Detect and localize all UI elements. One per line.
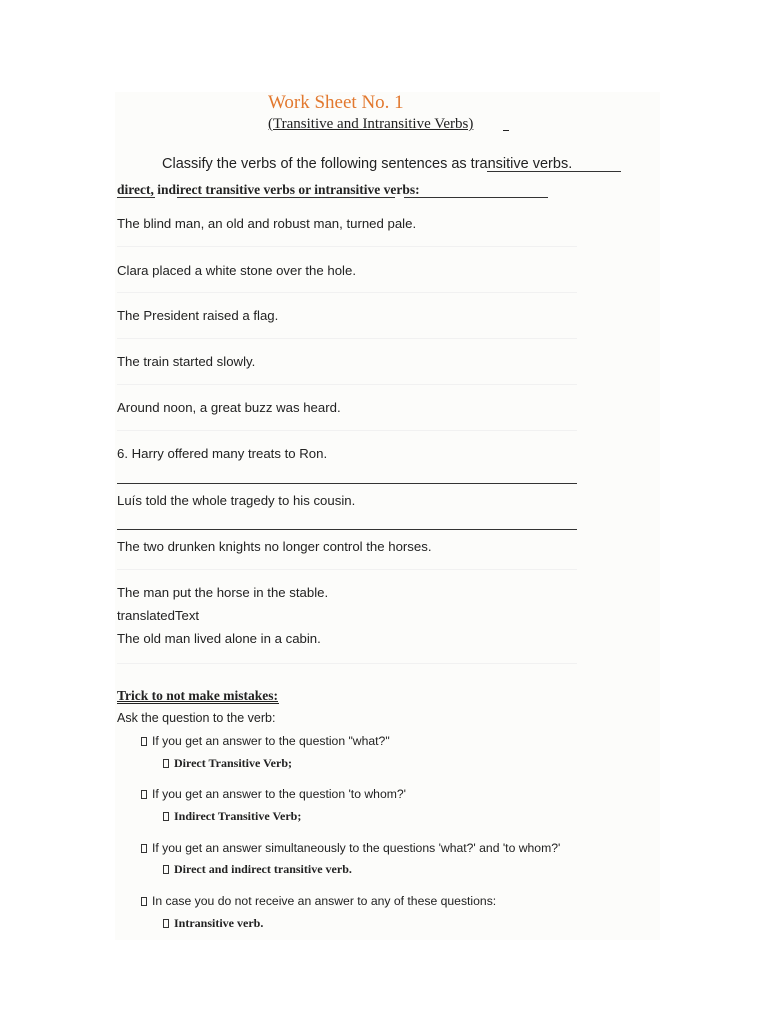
rule-1-text: If you get an answer to the question "what?" bbox=[152, 734, 390, 748]
ask-question-text: Ask the question to the verb: bbox=[117, 711, 276, 725]
answer-line-4[interactable] bbox=[117, 384, 577, 385]
sentence-8: The two drunken knights no longer control the horses. bbox=[117, 539, 432, 554]
result-3-text: Direct and indirect transitive verb. bbox=[174, 862, 352, 876]
result-4 bbox=[163, 916, 263, 931]
sentence-9: The man put the horse in the stable. bbox=[117, 585, 329, 600]
rule-4 bbox=[141, 894, 496, 908]
rule-2 bbox=[141, 787, 406, 801]
sentence-5: Around noon, a great buzz was heard. bbox=[117, 400, 341, 415]
instruction-line-1: Classify the verbs of the following sentences as transitive verbs. bbox=[162, 156, 573, 172]
answer-line-6[interactable] bbox=[117, 483, 577, 484]
result-1-text: Direct Transitive Verb; bbox=[174, 756, 292, 770]
checkbox-icon bbox=[141, 897, 147, 906]
sentence-7: Luís told the whole tragedy to his cousin. bbox=[117, 493, 356, 508]
checkbox-icon bbox=[163, 759, 169, 768]
instruction-line-2: direct, indirect transitive verbs or intransitive verbs: bbox=[117, 182, 420, 197]
result-4-text: Intransitive verb. bbox=[174, 916, 264, 930]
trick-title: Trick to not make mistakes: bbox=[117, 688, 278, 703]
answer-line-11[interactable] bbox=[117, 663, 577, 664]
rule-1 bbox=[141, 734, 390, 748]
worksheet-title: Work Sheet No. 1 bbox=[268, 92, 404, 113]
sentence-11: The old man lived alone in a cabin. bbox=[117, 631, 321, 646]
sentence-2: Clara placed a white stone over the hole. bbox=[117, 263, 356, 278]
worksheet-subtitle: (Transitive and Intransitive Verbs) bbox=[268, 116, 474, 132]
answer-line-7[interactable] bbox=[117, 529, 577, 530]
instruction-line-1-underline bbox=[487, 171, 621, 172]
result-2 bbox=[163, 809, 301, 824]
checkbox-icon bbox=[163, 919, 169, 928]
rule-2-text: If you get an answer to the question 'to whom?' bbox=[152, 787, 406, 801]
sentence-1: The blind man, an old and robust man, turned pale. bbox=[117, 216, 417, 231]
result-3 bbox=[163, 862, 352, 877]
trick-title-underline bbox=[117, 703, 279, 704]
instruction-underline-segment bbox=[404, 197, 548, 198]
checkbox-icon bbox=[141, 844, 147, 853]
instruction-underline-segment bbox=[117, 197, 155, 198]
result-2-text: Indirect Transitive Verb; bbox=[174, 809, 302, 823]
checkbox-icon bbox=[163, 865, 169, 874]
instruction-underline-segment bbox=[177, 197, 395, 198]
sentence-6: 6. Harry offered many treats to Ron. bbox=[117, 446, 328, 461]
checkbox-icon bbox=[141, 737, 147, 746]
checkbox-icon bbox=[141, 790, 147, 799]
rule-3 bbox=[141, 841, 560, 855]
checkbox-icon bbox=[163, 812, 169, 821]
rule-3-text: If you get an answer simultaneously to the questions 'what?' and 'to whom?' bbox=[152, 841, 561, 855]
sentence-3: The President raised a flag. bbox=[117, 308, 279, 323]
answer-line-1[interactable] bbox=[117, 246, 577, 247]
sentence-10: translatedText bbox=[117, 608, 200, 623]
result-1 bbox=[163, 756, 292, 771]
answer-line-5[interactable] bbox=[117, 430, 577, 431]
rule-4-text: In case you do not receive an answer to any of these questions: bbox=[152, 894, 497, 908]
answer-line-3[interactable] bbox=[117, 338, 577, 339]
subtitle-underline-tail bbox=[503, 130, 509, 131]
answer-line-2[interactable] bbox=[117, 292, 577, 293]
answer-line-8[interactable] bbox=[117, 569, 577, 570]
sentence-4: The train started slowly. bbox=[117, 354, 256, 369]
